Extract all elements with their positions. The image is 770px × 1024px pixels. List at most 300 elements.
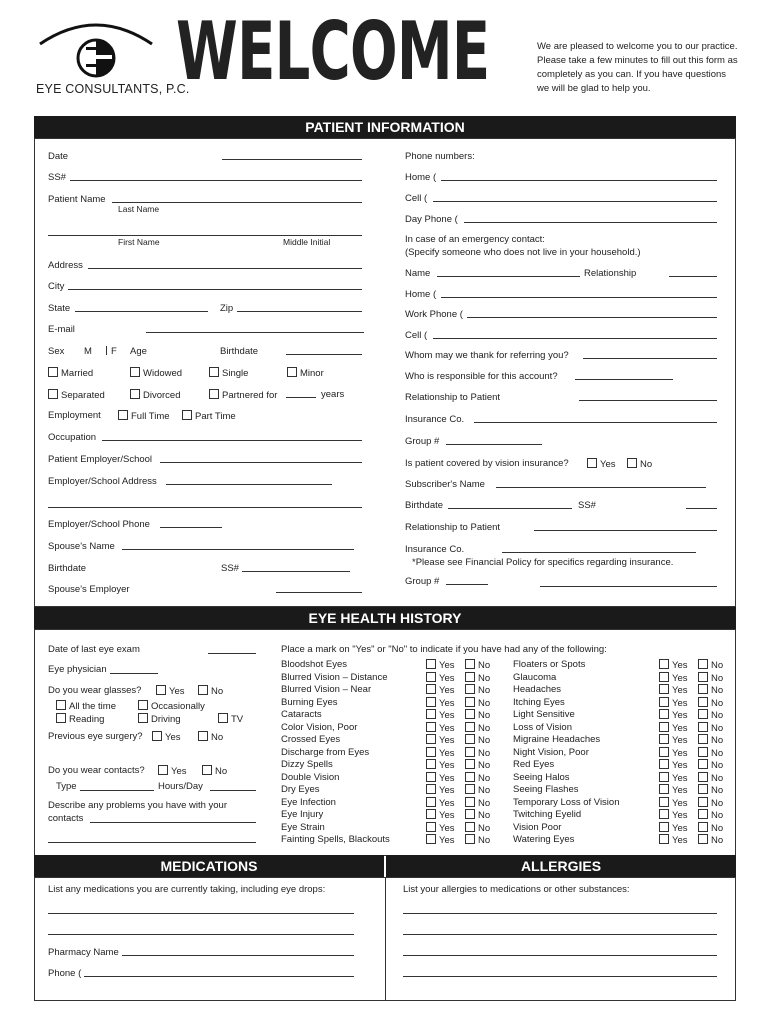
symptom-no-checkbox[interactable]: No: [465, 784, 490, 796]
contacts-yes-checkbox[interactable]: Yes: [158, 765, 187, 777]
symptom-no-checkbox[interactable]: No: [698, 822, 723, 834]
symptom-label: Double Vision: [281, 772, 340, 783]
referring-field[interactable]: [583, 358, 717, 359]
group-field[interactable]: [446, 444, 542, 445]
emergency-home-label: Home (: [405, 289, 437, 300]
years-label: years: [321, 389, 345, 400]
checkbox-icon: [659, 734, 669, 744]
allergies-header: ALLERGIES: [386, 855, 736, 877]
hours-per-day-label: Hours/Day: [158, 781, 203, 792]
symptom-label: Blurred Vision – Near: [281, 684, 372, 695]
minor-checkbox[interactable]: Minor: [287, 367, 324, 379]
checkbox-icon: [426, 747, 436, 757]
symptom-label: Eye Strain: [281, 822, 325, 833]
surgery-yes-checkbox[interactable]: Yes: [152, 731, 181, 743]
spouse-ss-label: SS#: [221, 563, 239, 574]
emergency-cell-field[interactable]: [433, 338, 717, 339]
first-name-field[interactable]: [48, 235, 362, 236]
checkbox-icon: [465, 659, 475, 669]
symptom-no-checkbox[interactable]: No: [465, 822, 490, 834]
employer-address-label: Employer/School Address: [48, 476, 157, 487]
home-phone-field[interactable]: [441, 180, 717, 181]
eye-physician-field[interactable]: [110, 673, 158, 674]
full-time-checkbox[interactable]: Full Time: [118, 410, 170, 422]
checkbox-icon: [659, 797, 669, 807]
symptom-yes-checkbox[interactable]: Yes: [426, 672, 455, 684]
contact-type-label: Type: [56, 781, 77, 792]
sex-f-option[interactable]: F: [106, 346, 117, 357]
patient-name-label: Patient Name: [48, 194, 106, 205]
employer-phone-label: Employer/School Phone: [48, 519, 150, 530]
vision-yes-checkbox[interactable]: Yes: [587, 458, 616, 470]
checkbox-icon: [426, 672, 436, 682]
symptom-no-checkbox[interactable]: No: [465, 834, 490, 846]
group-label: Group #: [405, 436, 440, 447]
checkbox-icon: [287, 367, 297, 377]
emergency-home-field[interactable]: [441, 297, 717, 298]
checkbox-icon: [465, 834, 475, 844]
subscriber-birthdate-label: Birthdate: [405, 500, 444, 511]
home-phone-label: Home (: [405, 172, 437, 183]
last-name-caption: Last Name: [118, 204, 160, 214]
emergency-cell-label: Cell (: [405, 330, 428, 341]
symptom-no-checkbox[interactable]: No: [465, 672, 490, 684]
employer-phone-field[interactable]: [160, 527, 222, 528]
relationship-field[interactable]: [669, 276, 717, 277]
checkbox-icon: [659, 709, 669, 719]
symptom-label: Temporary Loss of Vision: [513, 797, 620, 808]
checkbox-icon: [465, 747, 475, 757]
symptom-no-checkbox[interactable]: No: [698, 809, 723, 821]
symptom-label: Glaucoma: [513, 672, 557, 683]
checkbox-icon: [56, 713, 66, 723]
checkbox-icon: [48, 367, 58, 377]
symptom-yes-checkbox[interactable]: Yes: [426, 834, 455, 846]
vision-insurance-question: Is patient covered by vision insurance?: [405, 458, 569, 469]
emergency-name-label: Name: [405, 268, 431, 279]
symptom-yes-checkbox[interactable]: Yes: [659, 659, 688, 671]
emergency-note: (Specify someone who does not live in your household.): [405, 247, 641, 258]
symptom-no-checkbox[interactable]: No: [698, 697, 723, 709]
symptom-yes-checkbox[interactable]: Yes: [426, 697, 455, 709]
surgery-no-checkbox[interactable]: No: [198, 731, 223, 743]
company-name: EYE CONSULTANTS, P.C.: [36, 82, 190, 96]
address-field[interactable]: [88, 268, 362, 269]
emergency-name-field[interactable]: [437, 276, 580, 277]
symptom-label: Watering Eyes: [513, 834, 575, 845]
spouse-name-field[interactable]: [122, 549, 354, 550]
glasses-yes-checkbox[interactable]: Yes: [156, 685, 185, 697]
day-phone-field[interactable]: [464, 222, 717, 223]
symptom-yes-checkbox[interactable]: Yes: [659, 834, 688, 846]
hours-per-day-field[interactable]: [210, 790, 256, 791]
work-phone-field[interactable]: [467, 317, 717, 318]
symptom-yes-checkbox[interactable]: Yes: [426, 747, 455, 759]
group2-field-extra[interactable]: [540, 586, 717, 587]
checkbox-icon: [698, 659, 708, 669]
checkbox-icon: [426, 797, 436, 807]
checkbox-icon: [465, 734, 475, 744]
employer-school-label: Patient Employer/School: [48, 454, 153, 465]
checkbox-icon: [426, 784, 436, 794]
symptom-no-checkbox[interactable]: No: [465, 809, 490, 821]
group2-label: Group #: [405, 576, 440, 587]
zip-label: Zip: [220, 303, 234, 314]
married-checkbox[interactable]: Married: [48, 367, 93, 379]
insurance-co2-label: Insurance Co.: [405, 544, 465, 555]
checkbox-icon: [426, 709, 436, 719]
spouse-name-label: Spouse's Name: [48, 541, 115, 552]
relationship-to-patient-label: Relationship to Patient: [405, 392, 501, 403]
symptom-no-checkbox[interactable]: No: [698, 659, 723, 671]
eye-logo-icon: [36, 14, 156, 80]
birthdate-field[interactable]: [286, 354, 362, 355]
symptom-label: Red Eyes: [513, 759, 555, 770]
ss-field[interactable]: [70, 180, 362, 181]
single-checkbox[interactable]: Single: [209, 367, 248, 379]
checkbox-icon: [426, 772, 436, 782]
symptom-label: Blurred Vision – Distance: [281, 672, 388, 683]
checkbox-icon: [698, 809, 708, 819]
subscriber-birthdate-field[interactable]: [448, 508, 572, 509]
state-label: State: [48, 303, 71, 314]
pharmacy-name-label: Pharmacy Name: [48, 947, 119, 958]
checkbox-icon: [48, 389, 58, 399]
occupation-label: Occupation: [48, 432, 97, 443]
checkbox-icon: [465, 809, 475, 819]
spouse-birthdate-label: Birthdate: [48, 563, 87, 574]
checkbox-icon: [465, 697, 475, 707]
emergency-label: In case of an emergency contact:: [405, 234, 545, 245]
symptom-no-checkbox[interactable]: No: [465, 772, 490, 784]
symptom-no-checkbox[interactable]: No: [465, 759, 490, 771]
symptom-label: Light Sensitive: [513, 709, 575, 720]
symptom-label: Bloodshot Eyes: [281, 659, 348, 670]
symptom-label: Cataracts: [281, 709, 322, 720]
checkbox-icon: [465, 722, 475, 732]
relationship-label: Relationship: [584, 268, 637, 279]
last-name-field[interactable]: [112, 202, 362, 203]
symptom-label: Discharge from Eyes: [281, 747, 370, 758]
symptom-yes-checkbox[interactable]: Yes: [426, 784, 455, 796]
symptom-yes-checkbox[interactable]: Yes: [659, 722, 688, 734]
symptom-yes-checkbox[interactable]: Yes: [426, 759, 455, 771]
symptom-yes-checkbox[interactable]: Yes: [659, 747, 688, 759]
checkbox-icon: [659, 684, 669, 694]
sex-label: Sex: [48, 346, 65, 357]
subscriber-ss-label: SS#: [578, 500, 596, 511]
symptom-no-checkbox[interactable]: No: [465, 697, 490, 709]
divorced-checkbox[interactable]: Divorced: [130, 389, 181, 401]
symptom-yes-checkbox[interactable]: Yes: [659, 734, 688, 746]
work-phone-label: Work Phone (: [405, 309, 463, 320]
checkbox-icon: [465, 784, 475, 794]
symptom-no-checkbox[interactable]: No: [698, 747, 723, 759]
email-label: E-mail: [48, 324, 75, 335]
symptom-yes-checkbox[interactable]: Yes: [659, 697, 688, 709]
spouse-employer-label: Spouse's Employer: [48, 584, 130, 595]
checkbox-icon: [659, 747, 669, 757]
birthdate-label: Birthdate: [220, 346, 259, 357]
sex-m-option[interactable]: M: [84, 346, 92, 357]
checkbox-icon: [698, 697, 708, 707]
pharmacy-phone-field[interactable]: [84, 976, 354, 977]
symptom-label: Seeing Halos: [513, 772, 570, 783]
symptom-yes-checkbox[interactable]: Yes: [659, 672, 688, 684]
checkbox-icon: [465, 822, 475, 832]
symptom-no-checkbox[interactable]: No: [698, 734, 723, 746]
checkbox-icon: [698, 772, 708, 782]
insurance-co-field[interactable]: [474, 422, 717, 423]
checkbox-icon: [426, 722, 436, 732]
employer-address-line2[interactable]: [48, 507, 362, 508]
policy-note: *Please see Financial Policy for specifics regarding insurance.: [412, 557, 674, 568]
eye-history-instructions: Place a mark on "Yes" or "No" to indicate if you have had any of the following:: [281, 644, 607, 655]
symptom-no-checkbox[interactable]: No: [698, 772, 723, 784]
intro-text: We are pleased to welcome you to our practice. Please take a few minutes to fill out this form as completely as you can. If you have questions we will be glad to help you.: [537, 41, 738, 94]
symptom-no-checkbox[interactable]: No: [465, 684, 490, 696]
checkbox-icon: [465, 772, 475, 782]
symptom-yes-checkbox[interactable]: Yes: [426, 722, 455, 734]
symptom-no-checkbox[interactable]: No: [698, 797, 723, 809]
logo: [36, 14, 190, 96]
address-label: Address: [48, 260, 83, 271]
allergy-line-4[interactable]: [403, 976, 717, 977]
eye-physician-label: Eye physician: [48, 664, 107, 675]
group2-field[interactable]: [446, 584, 488, 585]
contacts-question: Do you wear contacts?: [48, 765, 145, 776]
symptom-yes-checkbox[interactable]: Yes: [426, 772, 455, 784]
pharmacy-name-field[interactable]: [122, 955, 354, 956]
checkbox-icon: [698, 834, 708, 844]
checkbox-icon: [465, 709, 475, 719]
checkbox-icon: [202, 765, 212, 775]
surgery-question: Previous eye surgery?: [48, 731, 143, 742]
last-exam-field[interactable]: [208, 653, 256, 654]
separated-checkbox[interactable]: Separated: [48, 389, 105, 401]
allergies-instruction: List your allergies to medications or other substances:: [403, 884, 630, 895]
cell-phone-label: Cell (: [405, 193, 428, 204]
checkbox-icon: [130, 389, 140, 399]
phone-numbers-label: Phone numbers:: [405, 151, 475, 162]
checkbox-icon: [426, 734, 436, 744]
checkbox-icon: [426, 809, 436, 819]
checkbox-icon: [627, 458, 637, 468]
occasionally-checkbox[interactable]: Occasionally: [138, 700, 205, 712]
first-name-caption: First Name: [118, 237, 160, 247]
symptom-label: Dry Eyes: [281, 784, 320, 795]
checkbox-icon: [698, 709, 708, 719]
symptom-no-checkbox[interactable]: No: [465, 797, 490, 809]
symptom-no-checkbox[interactable]: No: [465, 722, 490, 734]
state-field[interactable]: [75, 311, 208, 312]
referring-label: Whom may we thank for referring you?: [405, 350, 569, 361]
describe-problems-field[interactable]: [90, 822, 256, 823]
describe-problems-label: Describe any problems you have with your: [48, 800, 228, 811]
symptom-label: Dizzy Spells: [281, 759, 333, 770]
contact-type-field[interactable]: [80, 790, 154, 791]
checkbox-icon: [698, 747, 708, 757]
symptom-no-checkbox[interactable]: No: [698, 834, 723, 846]
checkbox-icon: [659, 722, 669, 732]
symptom-yes-checkbox[interactable]: Yes: [659, 684, 688, 696]
checkbox-icon: [659, 809, 669, 819]
checkbox-icon: [209, 367, 219, 377]
widowed-checkbox[interactable]: Widowed: [130, 367, 182, 379]
symptom-label: Vision Poor: [513, 822, 562, 833]
part-time-checkbox[interactable]: Part Time: [182, 410, 236, 422]
describe-contacts-label: contacts: [48, 813, 84, 824]
symptom-yes-checkbox[interactable]: Yes: [659, 822, 688, 834]
checkbox-icon: [698, 734, 708, 744]
symptom-yes-checkbox[interactable]: Yes: [659, 809, 688, 821]
date-label: Date: [48, 151, 69, 162]
checkbox-icon: [138, 713, 148, 723]
allergy-line-2[interactable]: [403, 934, 717, 935]
subscriber-ss-field[interactable]: [686, 508, 717, 509]
symptom-label: Fainting Spells, Blackouts: [281, 834, 390, 845]
age-label: Age: [130, 346, 147, 357]
symptom-no-checkbox[interactable]: No: [698, 672, 723, 684]
subscriber-name-label: Subscriber's Name: [405, 479, 485, 490]
allergy-line-1[interactable]: [403, 913, 717, 914]
checkbox-icon: [426, 697, 436, 707]
checkbox-icon: [659, 784, 669, 794]
partnered-years-field[interactable]: [286, 397, 316, 398]
spouse-employer-field[interactable]: [276, 592, 362, 593]
checkbox-icon: [698, 672, 708, 682]
checkbox-icon: [56, 700, 66, 710]
symptom-yes-checkbox[interactable]: Yes: [659, 772, 688, 784]
symptom-no-checkbox[interactable]: No: [698, 784, 723, 796]
symptom-yes-checkbox[interactable]: Yes: [426, 709, 455, 721]
insurance-co2-field[interactable]: [502, 552, 696, 553]
symptom-no-checkbox[interactable]: No: [698, 722, 723, 734]
employer-school-field[interactable]: [160, 462, 362, 463]
checkbox-icon: [698, 722, 708, 732]
employer-address-field[interactable]: [166, 484, 332, 485]
checkbox-icon: [426, 822, 436, 832]
symptom-label: Migraine Headaches: [513, 734, 601, 745]
symptom-yes-checkbox[interactable]: Yes: [426, 822, 455, 834]
describe-problems-line2[interactable]: [48, 842, 256, 843]
responsible-label: Who is responsible for this account?: [405, 371, 558, 382]
vision-no-checkbox[interactable]: No: [627, 458, 652, 470]
symptom-yes-checkbox[interactable]: Yes: [426, 809, 455, 821]
employment-label: Employment: [48, 410, 101, 421]
middle-initial-caption: Middle Initial: [283, 237, 331, 247]
symptom-yes-checkbox[interactable]: Yes: [659, 759, 688, 771]
symptom-yes-checkbox[interactable]: Yes: [426, 797, 455, 809]
medication-line-1[interactable]: [48, 913, 354, 914]
checkbox-icon: [465, 672, 475, 682]
symptom-label: Loss of Vision: [513, 722, 572, 733]
page-title: WELCOME: [176, 5, 490, 98]
eye-health-history-header: EYE HEALTH HISTORY: [34, 607, 736, 629]
reading-checkbox[interactable]: Reading: [56, 713, 104, 725]
partnered-checkbox[interactable]: Partnered for: [209, 389, 277, 401]
all-the-time-checkbox[interactable]: All the time: [56, 700, 116, 712]
relationship-to-patient2-label: Relationship to Patient: [405, 522, 501, 533]
symptom-no-checkbox[interactable]: No: [465, 659, 490, 671]
city-field[interactable]: [68, 289, 362, 290]
symptom-no-checkbox[interactable]: No: [465, 734, 490, 746]
symptom-no-checkbox[interactable]: No: [465, 709, 490, 721]
symptom-yes-checkbox[interactable]: Yes: [426, 684, 455, 696]
driving-checkbox[interactable]: Driving: [138, 713, 181, 725]
medications-instruction: List any medications you are currently taking, including eye drops:: [48, 884, 326, 895]
checkbox-icon: [426, 684, 436, 694]
checkbox-icon: [218, 713, 228, 723]
symptom-yes-checkbox[interactable]: Yes: [426, 659, 455, 671]
subscriber-name-field[interactable]: [496, 487, 706, 488]
cell-phone-field[interactable]: [433, 201, 717, 202]
symptom-no-checkbox[interactable]: No: [465, 747, 490, 759]
day-phone-label: Day Phone (: [405, 214, 458, 225]
symptom-yes-checkbox[interactable]: Yes: [426, 734, 455, 746]
tv-checkbox[interactable]: TV: [218, 713, 243, 725]
checkbox-icon: [152, 731, 162, 741]
glasses-no-checkbox[interactable]: No: [198, 685, 223, 697]
checkbox-icon: [426, 659, 436, 669]
checkbox-icon: [209, 389, 219, 399]
checkbox-icon: [426, 834, 436, 844]
symptom-yes-checkbox[interactable]: Yes: [659, 709, 688, 721]
checkbox-icon: [182, 410, 192, 420]
checkbox-icon: [659, 834, 669, 844]
checkbox-icon: [659, 672, 669, 682]
last-exam-label: Date of last eye exam: [48, 644, 140, 655]
ss-label: SS#: [48, 172, 66, 183]
symptom-label: Night Vision, Poor: [513, 747, 589, 758]
symptom-label: Eye Infection: [281, 797, 336, 808]
checkbox-icon: [158, 765, 168, 775]
checkbox-icon: [587, 458, 597, 468]
pharmacy-phone-label: Phone (: [48, 968, 82, 979]
allergy-line-3[interactable]: [403, 955, 717, 956]
checkbox-icon: [698, 797, 708, 807]
checkbox-icon: [698, 759, 708, 769]
symptom-yes-checkbox[interactable]: Yes: [659, 797, 688, 809]
checkbox-icon: [659, 822, 669, 832]
symptom-label: Itching Eyes: [513, 697, 565, 708]
contacts-no-checkbox[interactable]: No: [202, 765, 227, 777]
zip-field[interactable]: [237, 311, 362, 312]
symptom-label: Seeing Flashes: [513, 784, 579, 795]
symptom-yes-checkbox[interactable]: Yes: [659, 784, 688, 796]
symptom-label: Burning Eyes: [281, 697, 338, 708]
occupation-field[interactable]: [102, 440, 362, 441]
checkbox-icon: [156, 685, 166, 695]
relationship-to-patient2-field[interactable]: [534, 530, 717, 531]
responsible-field[interactable]: [575, 379, 673, 380]
checkbox-icon: [659, 659, 669, 669]
email-field[interactable]: [146, 332, 364, 333]
symptom-label: Floaters or Spots: [513, 659, 586, 670]
spouse-ss-field[interactable]: [242, 571, 350, 572]
relationship-to-patient-field[interactable]: [579, 400, 717, 401]
date-field[interactable]: [222, 159, 362, 160]
checkbox-icon: [698, 684, 708, 694]
medication-line-2[interactable]: [48, 934, 354, 935]
symptom-no-checkbox[interactable]: No: [698, 759, 723, 771]
checkbox-icon: [130, 367, 140, 377]
checkbox-icon: [118, 410, 128, 420]
checkbox-icon: [465, 684, 475, 694]
symptom-no-checkbox[interactable]: No: [698, 709, 723, 721]
medications-header: MEDICATIONS: [34, 855, 384, 877]
symptom-no-checkbox[interactable]: No: [698, 684, 723, 696]
